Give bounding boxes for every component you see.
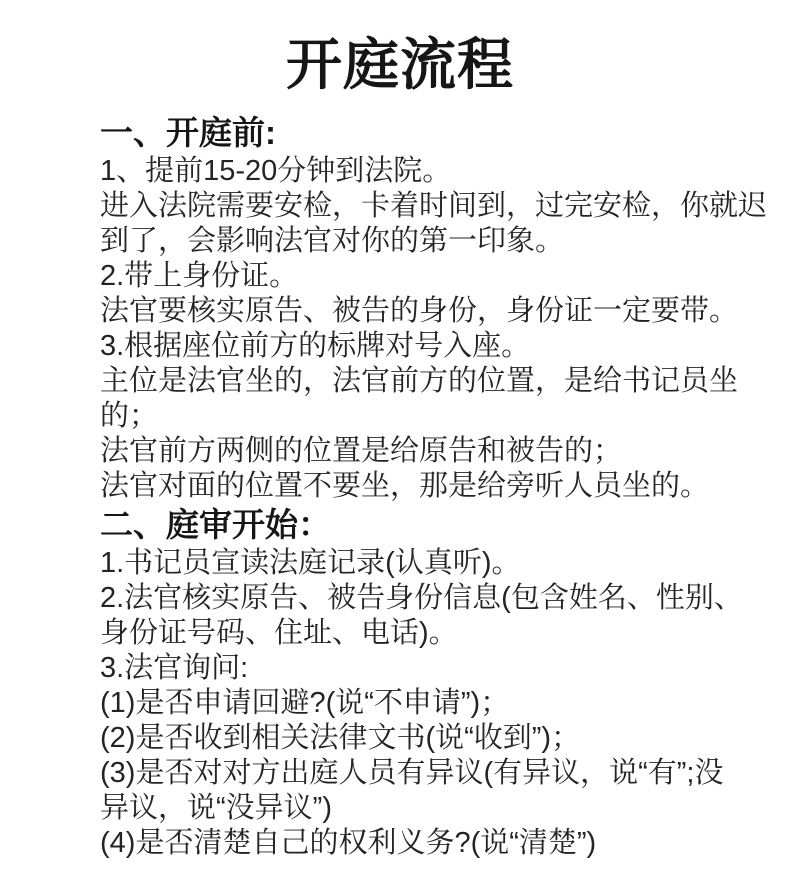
text-line: 进入法院需要安检，卡着时间到，过完安检，你就迟 [100,190,768,222]
text-line: 3.根据座位前方的标牌对号入座。 [100,330,531,362]
text-line: 1.书记员宣读法庭记录(认真听)。 [100,547,521,579]
text-line: (3)是否对对方出庭人员有异议(有异议，说“有”;没 [100,757,724,789]
text-line: 到了，会影响法官对你的第一印象。 [100,225,565,257]
section-heading: 一、开庭前: [100,114,276,151]
text-line: 2.法官核实原告、被告身份信息(包含姓名、性别、 [100,582,743,614]
document-lines [0,112,800,861]
text-line: 3.法官询问: [100,652,249,684]
text-line: 身份证号码、住址、电话)。 [100,617,458,649]
text-line: 法官要核实原告、被告的身份，身份证一定要带。 [100,295,739,327]
text-line: 2.带上身份证。 [100,260,299,292]
text-line: 法官对面的位置不要坐，那是给旁听人员坐的。 [100,470,710,502]
text-line: 异议，说“没异议”) [100,792,332,824]
text-line: 主位是法官坐的，法官前方的位置，是给书记员坐 [100,365,739,397]
text-line: (4)是否清楚自己的权利义务?(说“清楚”) [100,827,597,859]
text-line: (2)是否收到相关法律文书(说“收到”)； [100,722,581,754]
text-line: 法官前方两侧的位置是给原告和被告的； [100,435,623,467]
text-line: 的； [100,400,159,432]
text-line: 1、提前15-20分钟到法院。 [100,155,452,187]
text-line: (1)是否申请回避?(说“不申请”)； [100,687,510,719]
section-heading: 二、庭审开始： [100,506,331,543]
page-title: 开庭流程 [286,33,514,96]
